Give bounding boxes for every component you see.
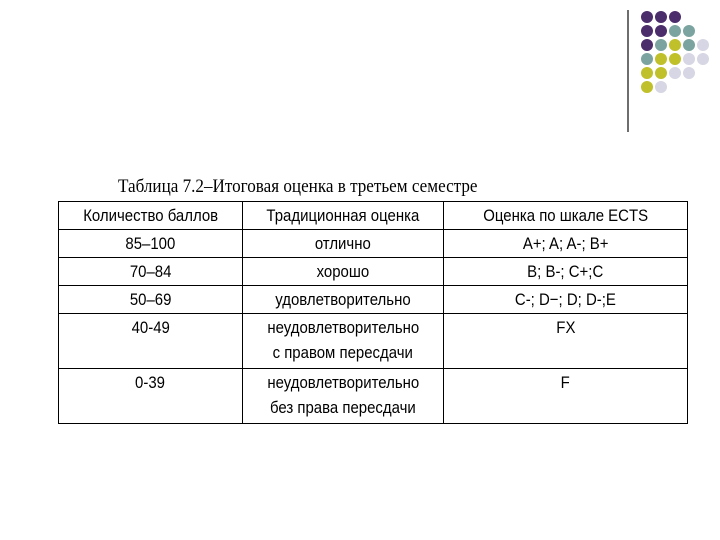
table-caption: Таблица 7.2–Итоговая оценка в третьем семестре — [118, 176, 478, 197]
table-row — [59, 369, 688, 424]
decorative-dot — [655, 67, 667, 79]
ects-cell: A+; A; A-; B+ — [444, 230, 688, 258]
points-cell: 0-39 — [59, 369, 243, 424]
points-cell: 85–100 — [59, 230, 243, 258]
decorative-dot — [683, 67, 695, 79]
header-points: Количество баллов — [59, 202, 243, 230]
decorative-dot — [669, 11, 681, 23]
decorative-dot — [697, 39, 709, 51]
decorative-dot — [641, 11, 653, 23]
table-row — [59, 286, 688, 314]
decorative-dot — [669, 25, 681, 37]
decorative-dot — [655, 39, 667, 51]
decorative-dot — [655, 11, 667, 23]
decorative-dot — [641, 53, 653, 65]
decorative-dot — [683, 25, 695, 37]
decorative-dot — [641, 67, 653, 79]
table-header-row — [59, 202, 688, 230]
decorative-dot — [683, 39, 695, 51]
decorative-dot — [697, 53, 709, 65]
traditional-cell: хорошо — [243, 258, 444, 286]
traditional-line-1: неудовлетворительно — [267, 373, 419, 392]
ects-cell: FX — [444, 314, 688, 369]
traditional-cell: отлично — [243, 230, 444, 258]
traditional-cell: удовлетворительно — [243, 286, 444, 314]
decorative-dot — [669, 39, 681, 51]
decorative-dot — [669, 53, 681, 65]
points-cell: 40-49 — [59, 314, 243, 369]
traditional-line-2: с правом пересдачи — [272, 343, 414, 362]
decorative-dot — [669, 67, 681, 79]
traditional-line-2: без права пересдачи — [270, 398, 416, 417]
traditional-line-1: неудовлетворительно — [267, 318, 419, 337]
decorative-dot — [655, 81, 667, 93]
table-row — [59, 230, 688, 258]
table-row — [59, 314, 688, 369]
decorative-dot — [655, 25, 667, 37]
decorative-dot-grid — [640, 10, 720, 120]
header-traditional: Традиционная оценка — [243, 202, 444, 230]
ects-cell: F — [444, 369, 688, 424]
points-cell: 50–69 — [59, 286, 243, 314]
table-row — [59, 258, 688, 286]
decorative-dot — [683, 53, 695, 65]
decorative-dot — [641, 25, 653, 37]
ects-cell: C-; D−; D; D-;E — [444, 286, 688, 314]
decorative-dot — [641, 81, 653, 93]
decorative-dot — [655, 53, 667, 65]
decorative-vertical-line — [627, 10, 629, 132]
decorative-dot — [641, 39, 653, 51]
points-cell: 70–84 — [59, 258, 243, 286]
traditional-cell — [243, 369, 444, 424]
header-ects: Оценка по шкале ECTS — [444, 202, 688, 230]
traditional-cell — [243, 314, 444, 369]
grades-table — [58, 201, 688, 424]
ects-cell: B; B-; C+;C — [444, 258, 688, 286]
